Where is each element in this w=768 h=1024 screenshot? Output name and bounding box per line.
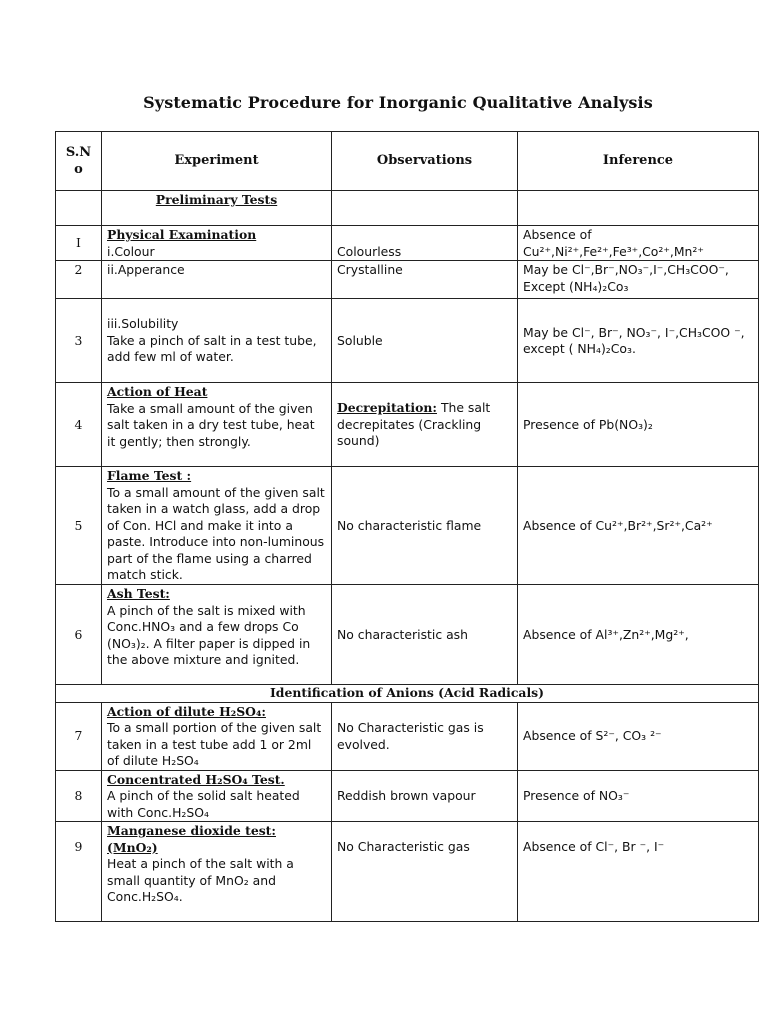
experiment-cell: Manganese dioxide test: (MnO₂) Heat a pinch of the salt with a small quantity of MnO₂ and Conc.H₂SO₄. (102, 822, 332, 922)
inference-cell: May be Cl⁻, Br⁻, NO₃⁻, I⁻,CH₃COO ⁻, except ( NH₄)₂Co₃. (518, 299, 759, 383)
row-number: 9 (56, 822, 102, 922)
table-row (56, 299, 759, 383)
header-row (56, 132, 759, 191)
row-number: I (56, 226, 102, 261)
row-number: 3 (56, 299, 102, 383)
table-row (56, 383, 759, 467)
row-number: 5 (56, 467, 102, 585)
section-row-preliminary (56, 191, 759, 226)
section-identification-of-anions: Identification of Anions (Acid Radicals) (56, 685, 759, 703)
section-row-anions (56, 685, 759, 703)
inference-cell: Absence of Al³⁺,Zn²⁺,Mg²⁺, (518, 585, 759, 685)
row-number: 7 (56, 702, 102, 770)
table-row (56, 585, 759, 685)
inference-cell: Absence of Cu²⁺,Br²⁺,Sr²⁺,Ca²⁺ (518, 467, 759, 585)
experiment-cell: Concentrated H₂SO₄ Test. A pinch of the solid salt heated with Conc.H₂SO₄ (102, 770, 332, 822)
inference-cell: Absence of S²⁻, CO₃ ²⁻ (518, 702, 759, 770)
experiment-cell: Ash Test: A pinch of the salt is mixed with Conc.HNO₃ and a few drops Co (NO₃)₂. A filter paper is dipped in the above mixture and ignited. (102, 585, 332, 685)
observation-cell: Reddish brown vapour (332, 770, 518, 822)
inference-cell: Absence of Cu²⁺,Ni²⁺,Fe²⁺,Fe³⁺,Co²⁺,Mn²⁺ (518, 226, 759, 261)
row-number: 8 (56, 770, 102, 822)
row-number: 2 (56, 261, 102, 299)
experiment-cell: iii.Solubility Take a pinch of salt in a test tube, add few ml of water. (102, 299, 332, 383)
experiment-cell: Flame Test : To a small amount of the given salt taken in a watch glass, add a drop of Con. HCl and make it into a paste. Introduce into non-luminous part of the flame using a charred match stick. (102, 467, 332, 585)
observation-cell: Colourless (332, 226, 518, 261)
section-preliminary-tests: Preliminary Tests (102, 191, 332, 226)
table-row (56, 770, 759, 822)
table-row (56, 261, 759, 299)
page-title: Systematic Procedure for Inorganic Qualitative Analysis (143, 93, 653, 112)
header-observations: Observations (332, 132, 518, 191)
experiment-cell: Action of Heat Take a small amount of the given salt taken in a dry test tube, heat it gently; then strongly. (102, 383, 332, 467)
row-number: 4 (56, 383, 102, 467)
experiment-cell: Action of dilute H₂SO₄: To a small portion of the given salt taken in a test tube add 1 or 2ml of dilute H₂SO₄ (102, 702, 332, 770)
inference-cell: May be Cl⁻,Br⁻,NO₃⁻,I⁻,CH₃COO⁻, Except (NH₄)₂Co₃ (518, 261, 759, 299)
observation-cell: Decrepitation: The salt decrepitates (Crackling sound) (332, 383, 518, 467)
header-sno: S.N o (56, 132, 102, 191)
table-row (56, 822, 759, 922)
observation-cell: Soluble (332, 299, 518, 383)
observation-cell: No Characteristic gas (332, 822, 518, 922)
experiment-cell: ii.Apperance (102, 261, 332, 299)
inference-cell: Presence of NO₃⁻ (518, 770, 759, 822)
observation-cell: No Characteristic gas is evolved. (332, 702, 518, 770)
inference-cell: Presence of Pb(NO₃)₂ (518, 383, 759, 467)
table-row (56, 467, 759, 585)
header-experiment: Experiment (102, 132, 332, 191)
table-row (56, 702, 759, 770)
inference-cell: Absence of Cl⁻, Br ⁻, I⁻ (518, 822, 759, 922)
experiment-cell: Physical Examination i.Colour (102, 226, 332, 261)
row-number: 6 (56, 585, 102, 685)
observation-cell: No characteristic ash (332, 585, 518, 685)
analysis-table (55, 131, 759, 922)
table-row (56, 226, 759, 261)
observation-cell: No characteristic flame (332, 467, 518, 585)
header-inference: Inference (518, 132, 759, 191)
observation-cell: Crystalline (332, 261, 518, 299)
